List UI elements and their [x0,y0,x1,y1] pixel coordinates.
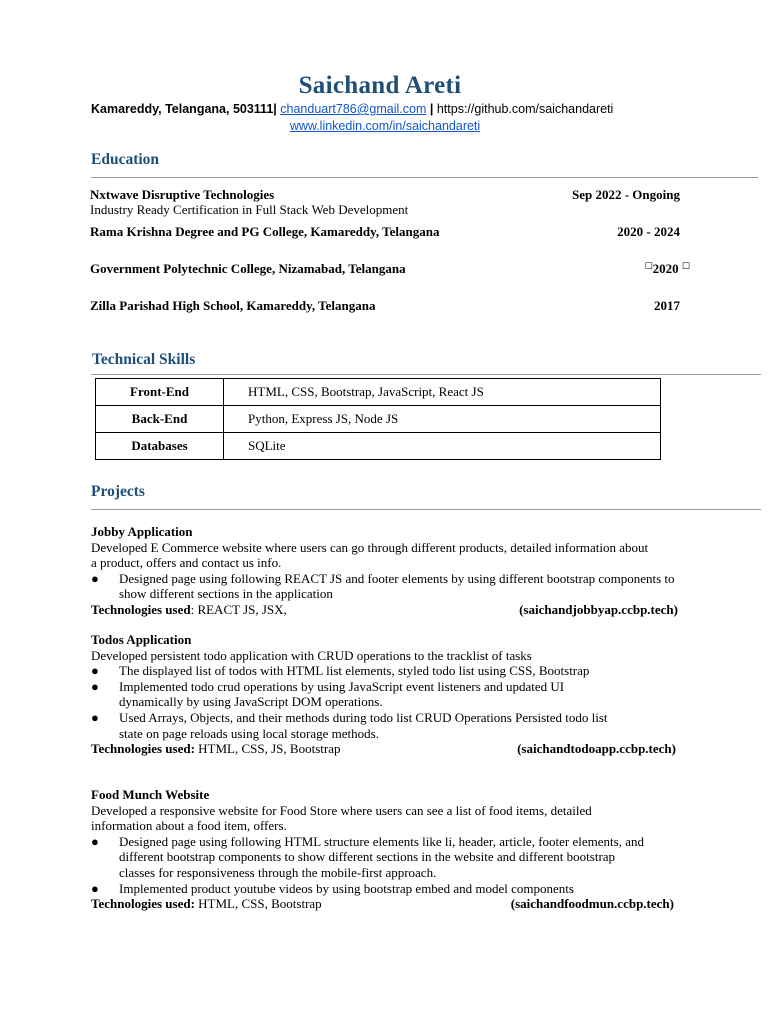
contact-line-2 [0,119,768,133]
education-institution: Nxtwave Disruptive Technologies [90,187,275,202]
project-title: Todos Application [91,632,192,647]
project-todos [91,632,691,757]
project-description: Developed persistent todo application with CRUD operations to the tracklist of tasks [91,647,532,663]
bullet-icon: ● [91,663,99,679]
contact-separator: | [429,102,434,116]
education-institution: Rama Krishna Degree and PG College, Kamareddy, Telangana [90,224,440,239]
project-bullet [91,679,631,710]
bullet-icon: ● [91,678,99,694]
tech-list: HTML, CSS, JS, Bootstrap [194,741,341,757]
education-item [90,261,690,277]
project-food-munch [91,787,691,912]
education-detail: Industry Ready Certification in Full Stack Web Development [90,202,409,217]
skills-value: HTML, CSS, Bootstrap, JavaScript, React JS [224,379,661,406]
project-bullets [91,834,651,896]
education-institution: Government Polytechnic College, Nizamabad, Telangana [90,261,406,276]
tech-list: : REACT JS, JSX, [190,601,287,617]
project-title: Food Munch Website [91,787,210,802]
project-jobby [91,524,691,618]
project-url[interactable]: (saichandjobbyap.ccbp.tech) [519,601,678,617]
skills-divider [91,374,761,375]
education-date: 2020 [652,261,679,276]
email-link[interactable]: chanduart786@gmail.com [280,102,427,116]
bullet-text: Implemented todo crud operations by using JavaScript event listeners and updated UI dynamically by using JavaScript DOM operations. [119,678,565,710]
bullet-icon: ● [91,880,99,896]
project-bullets [91,571,691,602]
education-heading: Education [91,151,160,168]
projects-heading: Projects [91,483,145,500]
education-date: Sep 2022 - Ongoing [572,187,680,202]
bullet-icon: ● [91,709,99,725]
skills-table [95,378,661,460]
missing-glyph-icon: ☐ [681,262,690,272]
bullet-text: Designed page using following REACT JS and footer elements by using different bootstrap components to show different sections in the application [119,570,675,602]
education-item [90,224,680,240]
project-tech [91,602,691,618]
education-date: 2020 - 2024 [617,224,680,239]
skills-value: Python, Express JS, Node JS [224,406,661,433]
education-date-wrap [645,261,690,277]
tech-label: Technologies used: [91,896,195,912]
education-institution: Zilla Parishad High School, Kamareddy, Telangana [90,298,376,313]
bullet-icon: ● [91,570,99,586]
skills-key: Front-End [96,379,224,406]
skills-heading: Technical Skills [92,351,196,368]
skills-key: Databases [96,433,224,460]
missing-glyph-icon: ☐ [644,262,653,272]
resume-name: Saichand Areti [298,72,462,99]
skills-value: SQLite [224,433,661,460]
skills-key: Back-End [96,406,224,433]
project-bullet [91,663,631,679]
tech-list: HTML, CSS, Bootstrap [194,896,322,912]
contact-line [91,102,613,116]
project-bullet [91,710,631,741]
education-item [90,187,680,203]
project-tech [91,896,687,912]
project-tech [91,741,689,757]
education-date: 2017 [654,298,680,313]
projects-divider [91,509,761,510]
skills-row [96,379,661,406]
education-divider [91,177,758,178]
project-bullet [91,881,651,897]
project-title: Jobby Application [91,524,193,539]
project-description: Developed E Commerce website where users can go through different products, detailed information about a product, offers and contact us info. [91,539,649,571]
location-text: Kamareddy, Telangana, 503111| [91,102,277,116]
bullet-icon: ● [91,833,99,849]
bullet-text: Implemented product youtube videos by using bootstrap embed and model components [119,880,574,896]
bullet-text: Used Arrays, Objects, and their methods during todo list CRUD Operations Persisted todo list state on page reloads using local storage methods. [119,709,608,741]
project-bullets [91,663,631,741]
skills-row [96,433,661,460]
project-description: Developed a responsive website for Food Store where users can see a list of food items, detailed information about a food item, offers. [91,802,592,834]
project-url[interactable]: (saichandtodoapp.ccbp.tech) [517,741,676,757]
linkedin-link[interactable]: www.linkedin.com/in/saichandareti [289,119,481,133]
education-item [90,298,680,314]
tech-label: Technologies used [91,601,191,617]
project-bullet [91,571,691,602]
bullet-text: The displayed list of todos with HTML list elements, styled todo list using CSS, Bootstrap [119,663,590,679]
tech-label: Technologies used: [91,741,195,757]
skills-row [96,406,661,433]
bullet-text: Designed page using following HTML structure elements like li, header, article, footer elements, and different bootstrap components to show different sections in the website and different bootstrap classes for responsiveness through the mobile-first approach. [119,833,644,880]
github-link[interactable]: https://github.com/saichandareti [436,102,614,116]
project-url[interactable]: (saichandfoodmun.ccbp.tech) [510,896,674,912]
project-bullet [91,834,651,881]
